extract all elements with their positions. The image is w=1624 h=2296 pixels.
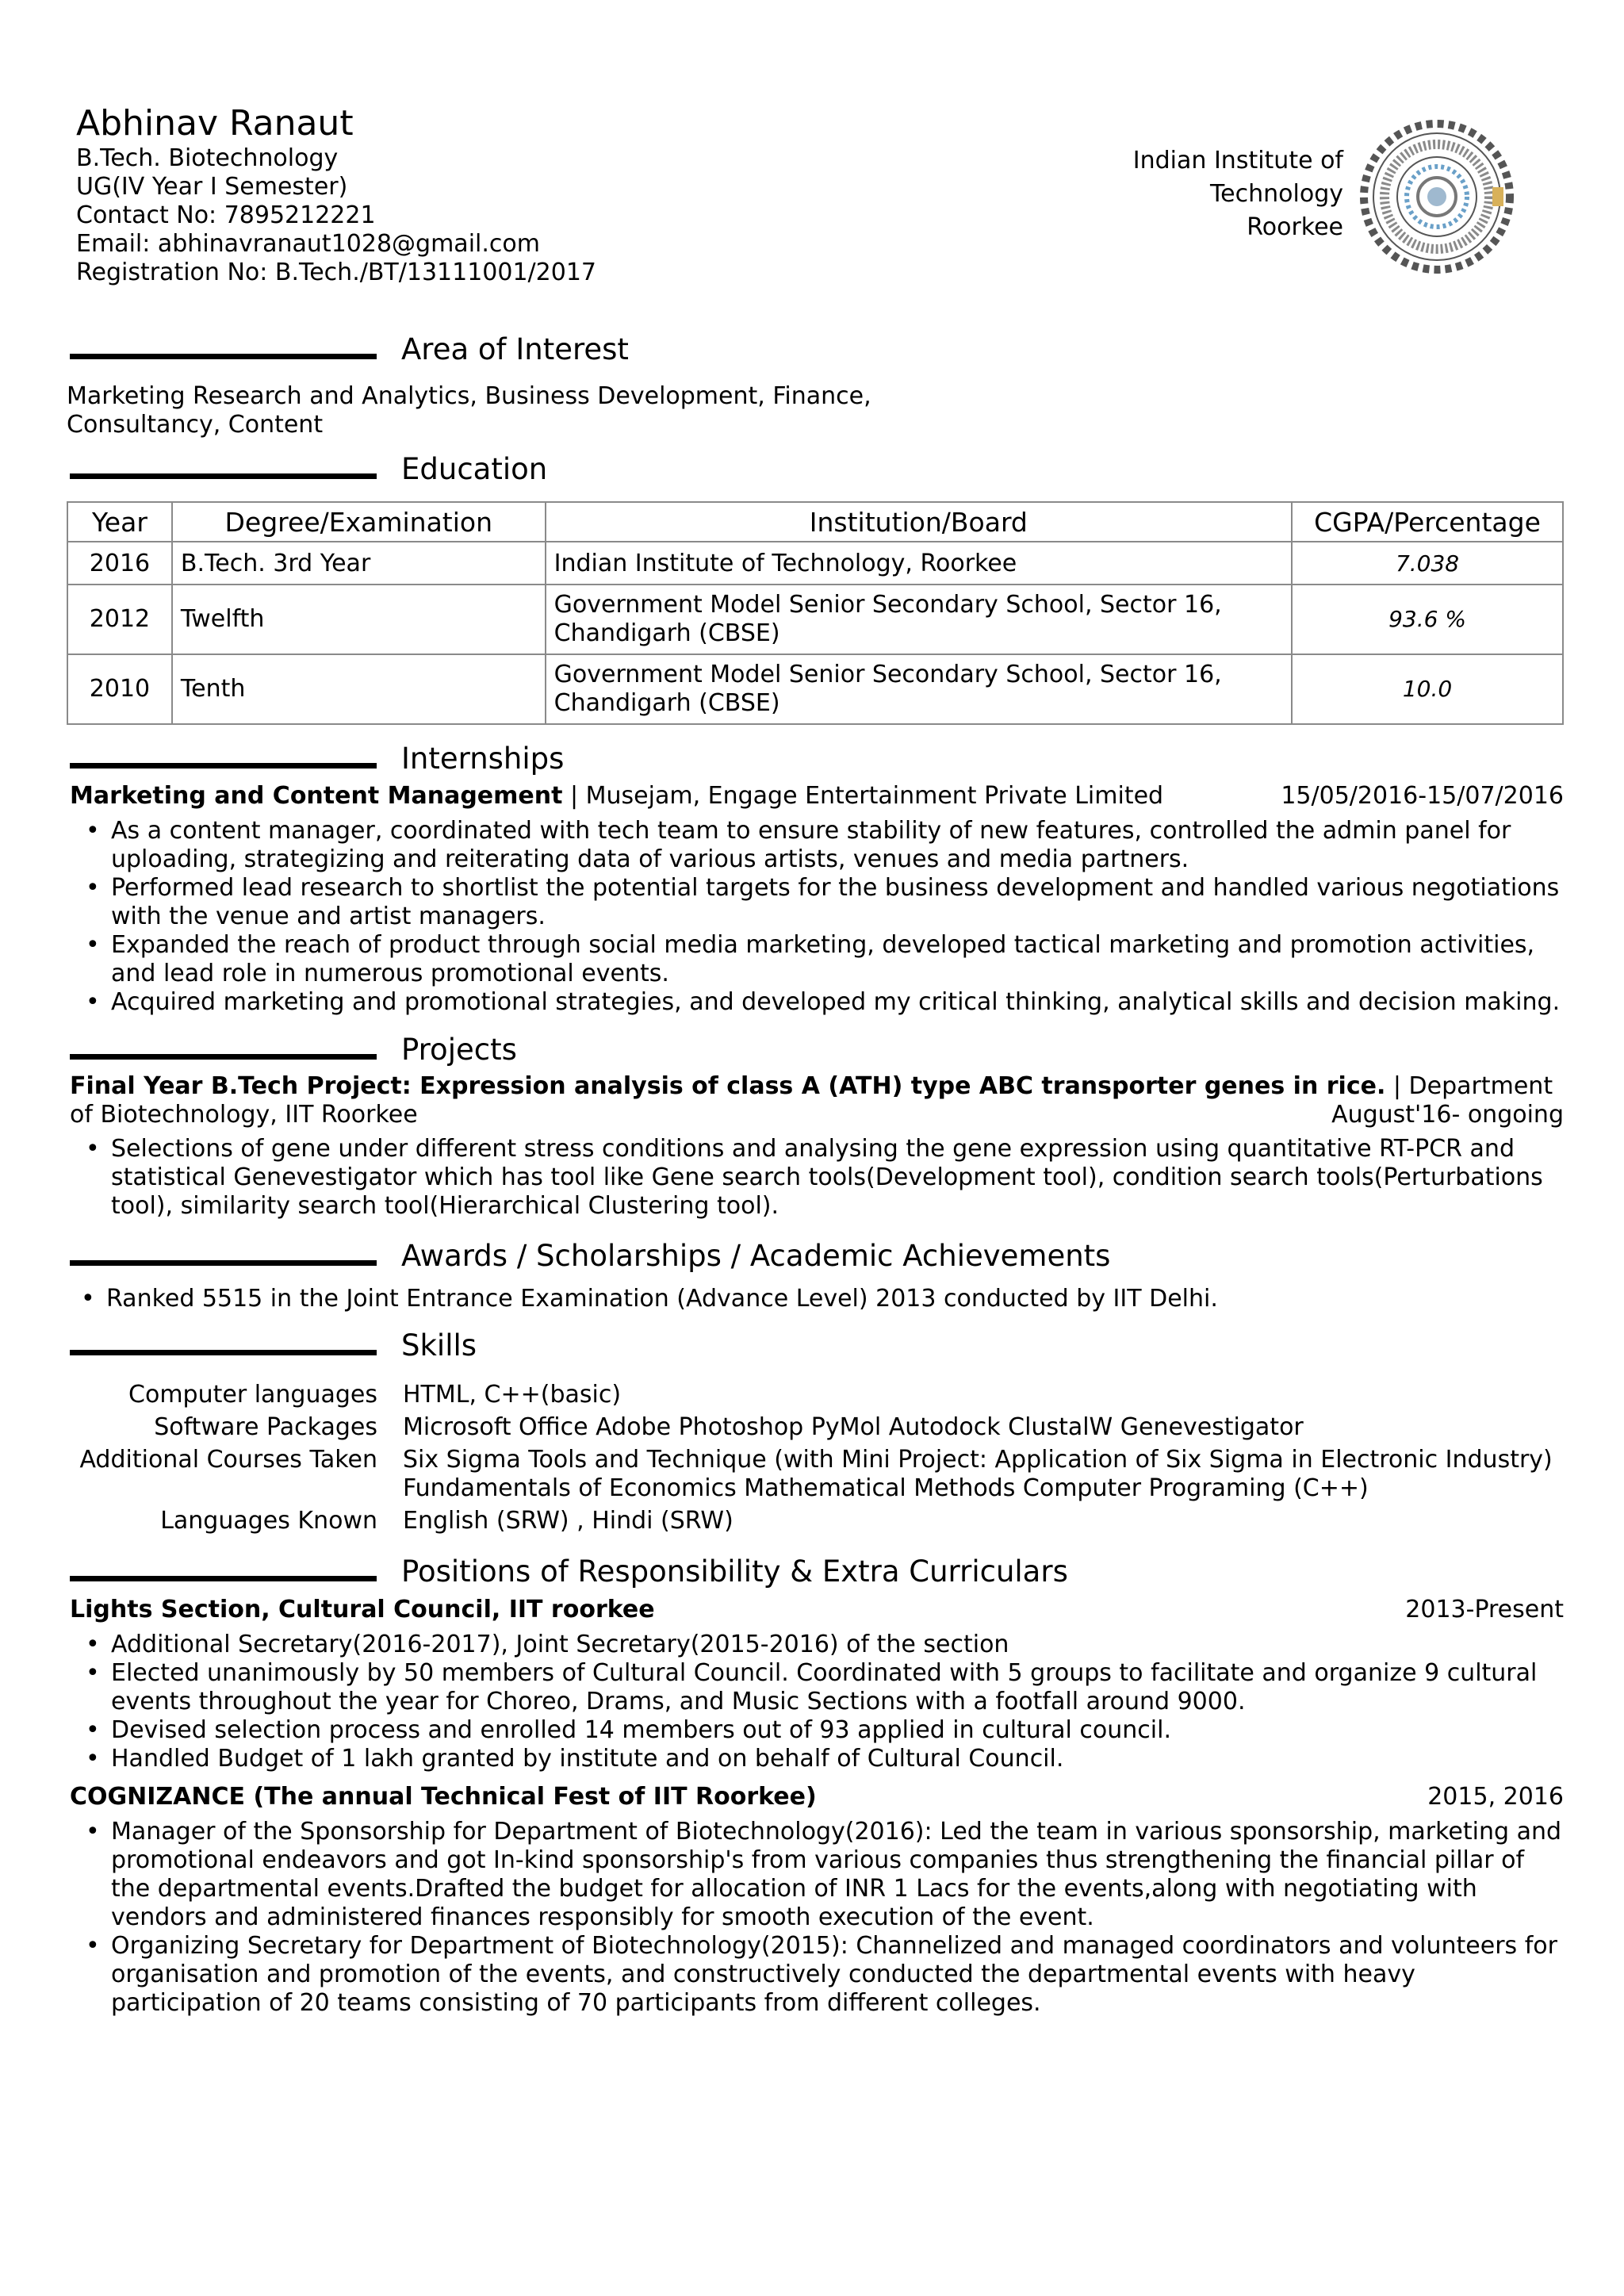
skill-label: Additional Courses Taken	[79, 1446, 377, 1474]
section-rule	[70, 473, 377, 479]
section-rule	[70, 1260, 377, 1266]
text-line: tool), similarity search tool(Hierarchical Clustering tool).	[111, 1192, 779, 1220]
text-line: organisation and promotion of the events, and constructively conducted the departmental events with heavy	[111, 1961, 1415, 1988]
institute-line: Indian Institute of	[1132, 147, 1343, 174]
degree-cell: B.Tech. 3rd Year	[172, 542, 546, 585]
text-line: events throughout the year for Choreo, Drams, and Music Sections with a footfall around 9000.	[111, 1688, 1246, 1715]
education-table	[67, 501, 1564, 725]
text-line: Indian Institute of Technology, Roorkee	[553, 549, 1017, 577]
section-rule	[70, 763, 377, 769]
column-header: Institution/Board	[546, 502, 1292, 542]
list-item: • Ranked 5515 in the Joint Entrance Examination (Advance Level) 2013 conducted by IIT Delhi.	[73, 1285, 1559, 1313]
project-dates: August'16- ongoing	[1331, 1101, 1564, 1129]
table-row	[67, 542, 1563, 585]
internship-dates: 15/05/2016-15/07/2016	[1281, 782, 1564, 810]
section-title: Projects	[401, 1033, 517, 1067]
year-cell: 2010	[67, 654, 172, 724]
text-line: • Organizing Secretary for Department of Biotechnology(2015): Channelized and managed coordinators and volunteers for	[111, 1932, 1557, 1960]
project-bullets	[78, 1135, 1564, 1221]
section-title: Internships	[401, 742, 565, 776]
list-item	[78, 1631, 1564, 1659]
text-line: vendors and administered finances responsibly for smooth execution of the event.	[111, 1903, 1094, 1931]
score-cell: 7.038	[1292, 542, 1563, 585]
text-line: and lead role in numerous promotional events.	[111, 960, 669, 987]
degree-line: B.Tech. Biotechnology	[76, 144, 339, 172]
project-dept: | Department	[1385, 1072, 1553, 1100]
text-line: • Elected unanimously by 50 members of Cultural Council. Coordinated with 5 groups to facilitate and organize 9 cultural	[111, 1659, 1538, 1687]
position-bullets	[78, 1818, 1564, 2018]
institute-line: Technology	[1209, 180, 1343, 208]
text-line: Government Model Senior Secondary School, Sector 16,	[553, 591, 1222, 619]
text-line: Six Sigma Tools and Technique (with Mini Project: Application of Six Sigma in Electronic Industry)	[403, 1446, 1553, 1474]
institution-cell	[546, 654, 1292, 724]
list-item	[78, 1716, 1564, 1745]
text-line: with the venue and artist managers.	[111, 903, 546, 930]
position-dates: 2015, 2016	[1427, 1783, 1564, 1811]
section-title: Awards / Scholarships / Academic Achievements	[401, 1239, 1111, 1273]
section-skills	[70, 1328, 1576, 1367]
project-dept-cont: of Biotechnology, IIT Roorkee	[70, 1101, 418, 1129]
registration-line: Registration No: B.Tech./BT/13111001/2017	[76, 259, 597, 286]
section-awards	[70, 1238, 1576, 1278]
score-cell: 93.6 %	[1292, 585, 1563, 654]
internship-bullets	[78, 817, 1564, 1017]
text-line: participation of 20 teams consisting of 70 participants from different colleges.	[111, 1989, 1041, 2017]
skill-label: Languages Known	[160, 1507, 377, 1535]
text-line: Marketing Research and Analytics, Business Development, Finance,	[67, 382, 871, 410]
section-rule	[70, 1350, 377, 1355]
year-cell: 2016	[67, 542, 172, 585]
internship-company: Musejam, Engage Entertainment Private Limited	[585, 782, 1164, 810]
section-projects	[70, 1032, 1576, 1071]
skill-value: HTML, C++(basic)	[403, 1381, 622, 1409]
section-title: Area of Interest	[401, 332, 629, 366]
section-title: Education	[401, 452, 548, 486]
project-title: Final Year B.Tech Project: Expression analysis of class A (ATH) type ABC transporter genes in rice.	[70, 1072, 1386, 1100]
section-area-of-interest	[70, 332, 1576, 371]
column-header: CGPA/Percentage	[1292, 502, 1563, 542]
skill-value	[403, 1446, 1576, 1503]
column-header: Year	[67, 502, 172, 542]
area-of-interest-text	[67, 382, 871, 439]
section-title: Positions of Responsibility & Extra Curriculars	[401, 1554, 1068, 1589]
awards-bullets	[73, 1285, 1559, 1313]
iit-roorkee-logo-icon	[1358, 117, 1516, 276]
text-line: Consultancy, Content	[67, 411, 324, 439]
column-header: Degree/Examination	[172, 502, 546, 542]
text-line: • Acquired marketing and promotional strategies, and developed my critical thinking, analytical skills and decision making.	[111, 988, 1561, 1016]
position-heading: Lights Section, Cultural Council, IIT roorkee	[70, 1596, 655, 1623]
text-line: • Selections of gene under different stress conditions and analysing the gene expression using quantitative RT-PCR and	[111, 1135, 1515, 1163]
text-line: uploading, strategizing and reiterating data of various artists, venues and media partners.	[111, 845, 1189, 873]
text-line: • Devised selection process and enrolled 14 members out of 93 applied in cultural council.	[111, 1716, 1171, 1744]
position-entry	[70, 1783, 1564, 1811]
text-line: • Handled Budget of 1 lakh granted by institute and on behalf of Cultural Council.	[111, 1745, 1064, 1773]
separator: |	[562, 782, 586, 810]
list-item	[78, 817, 1564, 874]
text-line: the departmental events.Drafted the budget for allocation of INR 1 Lacs for the events,along with negotiating with	[111, 1875, 1477, 1903]
text-line: • Additional Secretary(2016-2017), Joint Secretary(2015-2016) of the section	[111, 1631, 1009, 1658]
text-line: statistical Genevestigator which has tool like Gene search tools(Development tool), condition search tools(Perturbations	[111, 1163, 1543, 1191]
list-item	[78, 988, 1564, 1017]
section-rule	[70, 354, 377, 359]
score-cell: 10.0	[1292, 654, 1563, 724]
list-item	[78, 1135, 1564, 1221]
text-line: promotional endeavors and got In-kind sponsorship's from various companies thus strengthening the financial pillar of	[111, 1846, 1525, 1874]
position-dates: 2013-Present	[1405, 1596, 1564, 1623]
position-bullets	[78, 1631, 1564, 1773]
list-item	[78, 874, 1564, 931]
text-line: • Expanded the reach of product through social media marketing, developed tactical marketing and promotion activities,	[111, 931, 1535, 959]
section-title: Skills	[401, 1328, 477, 1363]
institution-cell	[546, 585, 1292, 654]
text-line: Chandigarh (CBSE)	[553, 689, 780, 717]
degree-cell: Tenth	[172, 654, 546, 724]
text-line: • Manager of the Sponsorship for Department of Biotechnology(2016): Led the team in various sponsorship, marketing and	[111, 1818, 1562, 1846]
degree-cell: Twelfth	[172, 585, 546, 654]
section-rule	[70, 1054, 377, 1060]
skill-value: Microsoft Office Adobe Photoshop PyMol Autodock ClustalW Genevestigator	[403, 1413, 1304, 1441]
email-line: Email: abhinavranaut1028@gmail.com	[76, 230, 540, 258]
institute-name	[1133, 144, 1343, 244]
table-row	[67, 585, 1563, 654]
project-entry	[70, 1072, 1564, 1129]
skill-value: English (SRW) , Hindi (SRW)	[403, 1507, 733, 1535]
text-line: Chandigarh (CBSE)	[553, 619, 780, 647]
list-item	[78, 1745, 1564, 1773]
position-heading: COGNIZANCE (The annual Technical Fest of IIT Roorkee)	[70, 1783, 817, 1811]
institution-cell	[546, 542, 1292, 585]
skill-label: Software Packages	[154, 1413, 377, 1441]
list-item	[78, 1932, 1564, 2018]
section-rule	[70, 1576, 377, 1581]
internship-entry	[70, 782, 1564, 811]
year-line: UG(IV Year I Semester)	[76, 173, 348, 201]
table-row	[67, 654, 1563, 724]
section-internships	[70, 741, 1576, 780]
skill-label: Computer languages	[128, 1381, 377, 1409]
position-entry	[70, 1596, 1564, 1624]
text-line: • Performed lead research to shortlist the potential targets for the business development and handled various negotiations	[111, 874, 1560, 902]
table-header-row	[67, 502, 1563, 542]
section-education	[70, 451, 1576, 491]
text-line: Government Model Senior Secondary School, Sector 16,	[553, 661, 1222, 688]
list-item	[78, 1659, 1564, 1716]
candidate-name: Abhinav Ranaut	[76, 103, 354, 144]
year-cell: 2012	[67, 585, 172, 654]
text-line: • As a content manager, coordinated with tech team to ensure stability of new features, controlled the admin panel for	[111, 817, 1511, 845]
contact-block	[76, 144, 596, 287]
list-item	[78, 1818, 1564, 1932]
institute-line: Roorkee	[1247, 213, 1343, 241]
text-line: Fundamentals of Economics Mathematical Methods Computer Programing (C++)	[403, 1474, 1369, 1502]
section-positions	[70, 1554, 1576, 1593]
list-item	[78, 931, 1564, 988]
contact-line: Contact No: 7895212221	[76, 201, 376, 229]
internship-role: Marketing and Content Management	[70, 782, 563, 810]
